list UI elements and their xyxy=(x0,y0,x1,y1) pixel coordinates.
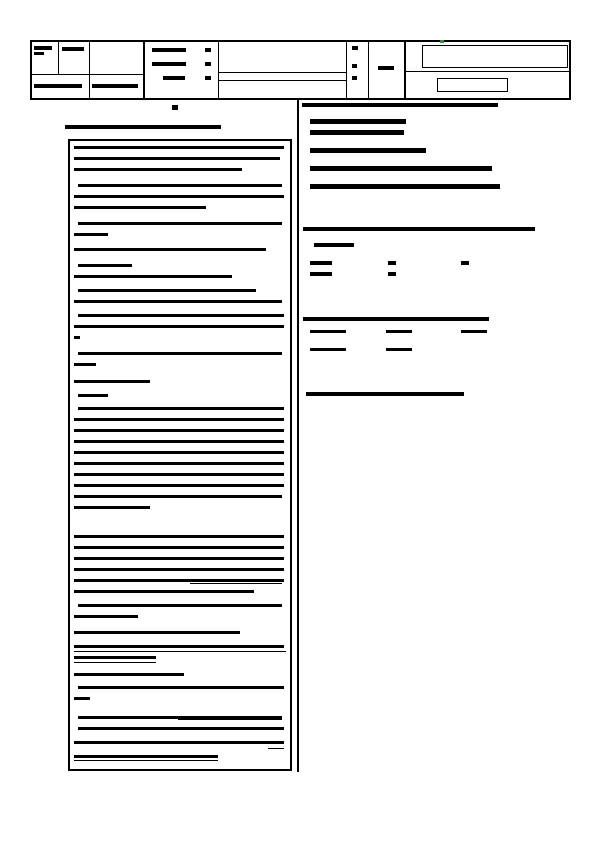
header-divider xyxy=(143,40,145,100)
header-code xyxy=(378,66,394,70)
header-check-mark xyxy=(352,76,357,80)
table-cell xyxy=(386,348,412,351)
text-line xyxy=(78,407,284,410)
text-line xyxy=(78,184,282,187)
text-line xyxy=(74,506,150,509)
header-divider xyxy=(89,40,90,100)
header-check-mark xyxy=(352,64,357,68)
text-line xyxy=(74,336,80,339)
text-line xyxy=(74,568,284,571)
text-underline xyxy=(74,760,218,761)
header-field-label xyxy=(163,76,185,80)
list-item xyxy=(310,166,492,171)
list-item xyxy=(310,130,404,135)
header-divider xyxy=(30,74,143,75)
right-section-2-heading xyxy=(303,227,535,231)
text-line xyxy=(74,429,284,432)
text-line xyxy=(78,727,284,730)
text-line xyxy=(78,264,132,267)
right-section-1-heading xyxy=(302,103,498,107)
text-line xyxy=(78,394,108,397)
header-name-field xyxy=(422,45,568,68)
right-section-2-subheading xyxy=(314,243,354,247)
list-item xyxy=(310,184,500,189)
list-item xyxy=(310,148,426,153)
text-line xyxy=(74,380,150,383)
text-underline xyxy=(178,719,282,720)
text-line xyxy=(74,741,284,744)
text-line xyxy=(74,275,232,278)
text-line xyxy=(78,222,282,225)
text-line xyxy=(74,195,284,198)
header-cell-text xyxy=(34,84,82,88)
header-divider xyxy=(219,80,346,81)
header-field-colon xyxy=(205,76,211,80)
text-line xyxy=(74,755,218,758)
header-divider xyxy=(346,40,347,100)
table-cell xyxy=(388,272,396,276)
text-line xyxy=(74,248,266,251)
header-cell-text xyxy=(62,47,84,51)
header-cell-text xyxy=(34,46,52,50)
list-item xyxy=(310,119,406,124)
text-underline xyxy=(74,662,156,663)
header-field-colon xyxy=(205,48,211,52)
text-underline xyxy=(74,651,286,652)
table-cell xyxy=(310,330,346,333)
text-line xyxy=(74,557,284,560)
text-line xyxy=(74,535,284,538)
table-cell xyxy=(386,330,412,333)
table-cell xyxy=(461,261,469,265)
text-line xyxy=(78,289,256,292)
header-check-mark xyxy=(352,46,358,50)
text-line xyxy=(74,168,242,171)
table-cell xyxy=(310,272,332,276)
text-line xyxy=(74,146,284,149)
header-cell-text xyxy=(34,52,44,55)
text-line xyxy=(74,697,90,700)
text-line xyxy=(74,473,284,476)
header-divider xyxy=(404,40,406,100)
column-separator xyxy=(297,100,299,772)
table-cell xyxy=(461,330,487,333)
right-section-3-heading xyxy=(303,317,489,321)
header-divider xyxy=(219,72,346,73)
text-line xyxy=(74,546,284,549)
text-line xyxy=(74,157,280,160)
text-underline xyxy=(190,583,282,584)
left-marker xyxy=(172,105,178,110)
table-cell xyxy=(310,261,332,265)
text-line xyxy=(74,615,138,618)
table-cell xyxy=(388,261,396,265)
header-code-field xyxy=(437,78,508,92)
header-divider xyxy=(58,40,59,74)
text-line xyxy=(74,579,284,582)
text-line xyxy=(74,656,156,659)
text-line xyxy=(74,495,282,498)
text-line xyxy=(74,300,282,303)
text-line xyxy=(78,352,282,355)
text-line xyxy=(74,645,284,648)
text-line xyxy=(74,484,284,487)
header-field-label xyxy=(152,62,186,66)
table-cell xyxy=(310,348,346,351)
text-line xyxy=(78,314,284,317)
text-line xyxy=(74,673,184,676)
text-line xyxy=(78,686,284,689)
header-divider xyxy=(218,40,219,100)
header-field-label xyxy=(152,48,186,52)
text-line xyxy=(74,418,284,421)
text-line xyxy=(74,462,284,465)
header-divider xyxy=(368,40,369,100)
header-cell-text xyxy=(92,84,138,88)
right-section-4-heading xyxy=(306,392,464,396)
text-underline xyxy=(268,748,284,749)
left-heading-bar xyxy=(65,125,221,129)
text-line xyxy=(74,590,254,593)
text-line xyxy=(74,363,96,366)
text-line xyxy=(74,206,206,209)
text-line xyxy=(78,604,282,607)
header-divider xyxy=(406,71,571,72)
header-field-colon xyxy=(205,62,211,66)
header-accent-mark xyxy=(440,40,444,43)
text-line xyxy=(74,233,108,236)
text-line xyxy=(74,325,284,328)
text-line xyxy=(74,451,284,454)
text-line xyxy=(74,631,240,634)
text-line xyxy=(74,440,284,443)
